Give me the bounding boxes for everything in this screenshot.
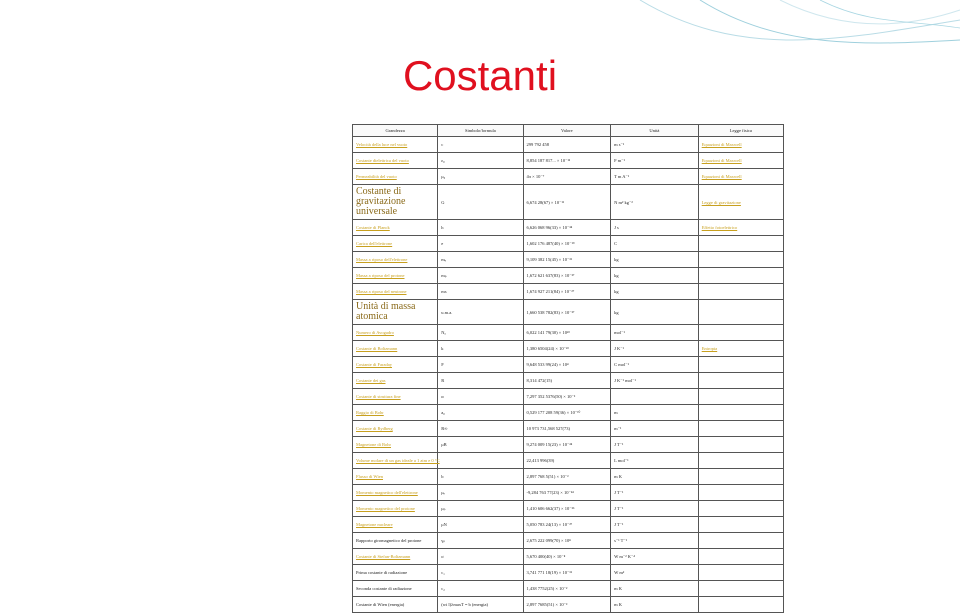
cell-unit: W m² [611, 565, 699, 581]
law-link[interactable]: Equazioni di Maxwell [701, 174, 742, 179]
cell-value: 1,410 606 662(37) × 10⁻²⁶ [523, 501, 611, 517]
table-row [353, 421, 784, 437]
cell-law [698, 501, 783, 517]
constant-name-link[interactable]: Magnetone di Bohr [356, 442, 391, 447]
cell-name [353, 437, 438, 453]
cell-value: 9,274 009 15(23) × 10⁻²⁴ [523, 437, 611, 453]
cell-law [698, 597, 783, 613]
cell-value: 3,741 771 18(19) × 10⁻¹⁶ [523, 565, 611, 581]
cell-name [353, 325, 438, 341]
cell-law [698, 236, 783, 252]
cell-law [698, 421, 783, 437]
cell-name [353, 389, 438, 405]
cell-law [698, 341, 783, 357]
cell-law [698, 185, 783, 220]
cell-value: 1,672 621 637(83) × 10⁻²⁷ [523, 268, 611, 284]
cell-law [698, 437, 783, 453]
cell-unit: J K⁻¹ [611, 341, 699, 357]
cell-unit: kg [611, 252, 699, 268]
cell-law [698, 169, 783, 185]
cell-symbol: c₁ [438, 565, 523, 581]
cell-value: 1,660 538 782(83) × 10⁻²⁷ [523, 300, 611, 325]
cell-law [698, 153, 783, 169]
table-row [353, 137, 784, 153]
cell-name [353, 469, 438, 485]
table-row [353, 300, 784, 325]
constant-name-link[interactable]: Costante di Planck [356, 225, 390, 230]
cell-value: 1,438 7752(25) × 10⁻² [523, 581, 611, 597]
cell-symbol: ε₀ [438, 153, 523, 169]
table-header-row [353, 125, 784, 137]
cell-value: 9,648 533 99(24) × 10⁴ [523, 357, 611, 373]
cell-unit: m s⁻¹ [611, 137, 699, 153]
cell-symbol: F [438, 357, 523, 373]
table-row [353, 153, 784, 169]
constant-name-link[interactable]: Costante di Boltzmann [356, 346, 398, 351]
header-unit: Unità [611, 125, 699, 137]
cell-name [353, 453, 438, 469]
cell-name [353, 421, 438, 437]
cell-symbol: μB [438, 437, 523, 453]
cell-symbol: γₚ [438, 533, 523, 549]
table-row [353, 357, 784, 373]
cell-unit: L mol⁻¹ [611, 453, 699, 469]
cell-law [698, 389, 783, 405]
constant-name-link[interactable]: Magnetone nucleare [356, 522, 393, 527]
cell-unit: F m⁻¹ [611, 153, 699, 169]
cell-name [353, 341, 438, 357]
cell-law [698, 485, 783, 501]
cell-law [698, 300, 783, 325]
cell-name [353, 533, 438, 549]
constant-name-link[interactable]: Momento magnetico del protone [356, 506, 415, 511]
cell-name [353, 405, 438, 421]
cell-unit: N m² kg⁻² [611, 185, 699, 220]
cell-value: 6,674 28(67) × 10⁻¹¹ [523, 185, 611, 220]
cell-name [353, 185, 438, 220]
constant-name-link[interactable]: Costante di Stefan-Boltzmann [356, 554, 411, 559]
constant-name-link[interactable]: Permeabilità del vuoto [356, 174, 397, 179]
constant-name-link[interactable]: Momento magnetico dell'elettrone [356, 490, 418, 495]
header-quantity: Grandezza [353, 125, 438, 137]
cell-symbol: u.m.a. [438, 300, 523, 325]
table-row [353, 565, 784, 581]
cell-symbol: μₑ [438, 485, 523, 501]
cell-name [353, 357, 438, 373]
cell-name [353, 137, 438, 153]
cell-name [353, 300, 438, 325]
header-symbol: Simbolo/formula [438, 125, 523, 137]
slide-title: Costanti [402, 52, 558, 99]
cell-value: 2,897 768 5(51) × 10⁻³ [523, 469, 611, 485]
table-row [353, 268, 784, 284]
cell-symbol: e [438, 236, 523, 252]
cell-symbol: (wi l)λmaxT = b (energia) [438, 597, 523, 613]
cell-value: 22,413 996(39) [523, 453, 611, 469]
constants-table [352, 124, 784, 613]
table-row [353, 220, 784, 236]
cell-unit [611, 389, 699, 405]
table-row [353, 533, 784, 549]
cell-symbol: mₚ [438, 268, 523, 284]
cell-unit: T m A⁻¹ [611, 169, 699, 185]
cell-symbol: c₂ [438, 581, 523, 597]
cell-unit: mol⁻¹ [611, 325, 699, 341]
constant-name: Costante di gravitazione universale [356, 186, 406, 217]
law-link[interactable]: Equazioni di Maxwell [701, 158, 742, 163]
cell-unit: s⁻¹ T⁻¹ [611, 533, 699, 549]
table-row [353, 549, 784, 565]
cell-unit: C [611, 236, 699, 252]
table-row [353, 501, 784, 517]
law-link[interactable]: Equazioni di Maxwell [701, 142, 742, 147]
cell-unit: kg [611, 284, 699, 300]
cell-name [353, 517, 438, 533]
table-row [353, 236, 784, 252]
constant-name-link[interactable]: Costante dei gas [356, 378, 386, 383]
cell-value: 1,380 6504(24) × 10⁻²³ [523, 341, 611, 357]
cell-symbol: mₑ [438, 252, 523, 268]
table-row [353, 405, 784, 421]
cell-unit: J T⁻¹ [611, 501, 699, 517]
table-row [353, 517, 784, 533]
cell-value: 5,050 783 24(13) × 10⁻²⁷ [523, 517, 611, 533]
cell-symbol [438, 453, 523, 469]
table-row [353, 373, 784, 389]
header-value: Valore [523, 125, 611, 137]
cell-name [353, 153, 438, 169]
cell-symbol: k [438, 341, 523, 357]
cell-value: 7,297 352 5376(50) × 10⁻³ [523, 389, 611, 405]
table-row [353, 453, 784, 469]
cell-law [698, 565, 783, 581]
constant-name-link[interactable]: Massa a riposo del protone [356, 273, 405, 278]
cell-unit: m K [611, 469, 699, 485]
cell-name [353, 565, 438, 581]
table-row [353, 437, 784, 453]
cell-value: 5,670 400(40) × 10⁻⁸ [523, 549, 611, 565]
table-body [353, 137, 784, 613]
cell-law [698, 517, 783, 533]
table-row [353, 469, 784, 485]
cell-name [353, 373, 438, 389]
cell-unit: J K⁻¹ mol⁻¹ [611, 373, 699, 389]
cell-name [353, 284, 438, 300]
cell-name [353, 549, 438, 565]
cell-name [353, 485, 438, 501]
cell-unit: m [611, 405, 699, 421]
constant-name-link[interactable]: Massa a riposo dell'elettrone [356, 257, 408, 262]
table-row [353, 169, 784, 185]
cell-unit: kg [611, 268, 699, 284]
constant-name-link[interactable]: Flusso di Wien [356, 474, 383, 479]
cell-symbol: α [438, 389, 523, 405]
cell-symbol: a₀ [438, 405, 523, 421]
cell-unit: kg [611, 300, 699, 325]
cell-value: 9,109 382 15(45) × 10⁻³¹ [523, 252, 611, 268]
cell-law [698, 581, 783, 597]
constant-name: Seconda costante di radiazione [356, 586, 412, 591]
cell-law [698, 220, 783, 236]
cell-law [698, 357, 783, 373]
constant-name-link[interactable]: Costante di Rydberg [356, 426, 393, 431]
table-row [353, 597, 784, 613]
constant-name-link[interactable]: Massa a riposo del neutrone [356, 289, 407, 294]
cell-law [698, 549, 783, 565]
table-row [353, 341, 784, 357]
cell-symbol: μₚ [438, 501, 523, 517]
cell-unit: J T⁻¹ [611, 437, 699, 453]
law-link[interactable]: Effetto fotoelettrico [701, 225, 738, 230]
cell-law [698, 252, 783, 268]
cell-symbol: h [438, 220, 523, 236]
table-row [353, 325, 784, 341]
cell-name [353, 597, 438, 613]
table-row [353, 185, 784, 220]
constant-name-link[interactable]: Numero di Avogadro [356, 330, 394, 335]
cell-value: 8,314 472(15) [523, 373, 611, 389]
cell-law [698, 325, 783, 341]
table-row [353, 485, 784, 501]
cell-name [353, 220, 438, 236]
cell-value: 6,022 141 79(30) × 10²³ [523, 325, 611, 341]
cell-law [698, 137, 783, 153]
constant-name-link[interactable]: Velocità della luce nel vuoto [356, 142, 408, 147]
cell-unit: W m⁻² K⁻⁴ [611, 549, 699, 565]
cell-unit: J T⁻¹ [611, 517, 699, 533]
cell-name [353, 501, 438, 517]
cell-unit: m⁻¹ [611, 421, 699, 437]
cell-name [353, 236, 438, 252]
cell-value: -9,284 763 77(23) × 10⁻²⁴ [523, 485, 611, 501]
cell-value: 299 792 458 [523, 137, 611, 153]
cell-law [698, 533, 783, 549]
cell-law [698, 405, 783, 421]
constants-table-container [352, 124, 784, 607]
constant-name-link[interactable]: Volume molare di un gas ideale a 1 atm e 0 °C [356, 458, 440, 463]
cell-law [698, 284, 783, 300]
constant-name-link[interactable]: Raggio di Bohr [356, 410, 384, 415]
constant-name: Prima costante di radiazione [356, 570, 408, 575]
cell-value: 10 973 731,568 527(73) [523, 421, 611, 437]
cell-name [353, 169, 438, 185]
constant-name-link[interactable]: Carica dell'elettrone [356, 241, 393, 246]
cell-symbol: G [438, 185, 523, 220]
cell-value: 8,854 187 817... × 10⁻¹² [523, 153, 611, 169]
cell-value: 2,897 7685(51) × 10⁻³ [523, 597, 611, 613]
cell-symbol: c [438, 137, 523, 153]
cell-value: 2,675 222 099(70) × 10⁸ [523, 533, 611, 549]
cell-symbol: μN [438, 517, 523, 533]
cell-value: 6,626 068 96(33) × 10⁻³⁴ [523, 220, 611, 236]
cell-symbol: R∞ [438, 421, 523, 437]
constant-name-link[interactable]: Costante di struttura fine [356, 394, 401, 399]
cell-unit: m K [611, 581, 699, 597]
constant-name: Rapporto giromagnetico del protone [356, 538, 422, 543]
cell-law [698, 373, 783, 389]
cell-symbol: R [438, 373, 523, 389]
cell-unit: J s [611, 220, 699, 236]
cell-law [698, 453, 783, 469]
table-row [353, 581, 784, 597]
table-row [353, 389, 784, 405]
cell-unit: J T⁻¹ [611, 485, 699, 501]
table-row [353, 284, 784, 300]
cell-value: 0,529 177 208 59(36) × 10⁻¹⁰ [523, 405, 611, 421]
cell-symbol: Nₐ [438, 325, 523, 341]
table-row [353, 252, 784, 268]
constant-name: Costante di Wien (energia) [356, 602, 405, 607]
cell-name [353, 268, 438, 284]
cell-value: 1,602 176 487(40) × 10⁻¹⁹ [523, 236, 611, 252]
cell-value: 1,674 927 211(84) × 10⁻²⁷ [523, 284, 611, 300]
law-link[interactable]: Entropia [701, 346, 718, 351]
cell-value: 4π × 10⁻⁷ [523, 169, 611, 185]
cell-name [353, 252, 438, 268]
cell-symbol: b [438, 469, 523, 485]
law-link[interactable]: Legge di gravitazione [701, 199, 741, 205]
constant-name-link[interactable]: Costante dielettrica del vuoto [356, 158, 409, 163]
cell-symbol: mₙ [438, 284, 523, 300]
cell-name [353, 581, 438, 597]
cell-unit: C mol⁻¹ [611, 357, 699, 373]
header-law: Legge fisica [698, 125, 783, 137]
cell-law [698, 469, 783, 485]
cell-law [698, 268, 783, 284]
cell-symbol: μ₀ [438, 169, 523, 185]
cell-symbol: σ [438, 549, 523, 565]
constant-name: Unità di massa atomica [356, 301, 416, 322]
cell-unit: m K [611, 597, 699, 613]
constant-name-link[interactable]: Costante di Faraday [356, 362, 392, 367]
